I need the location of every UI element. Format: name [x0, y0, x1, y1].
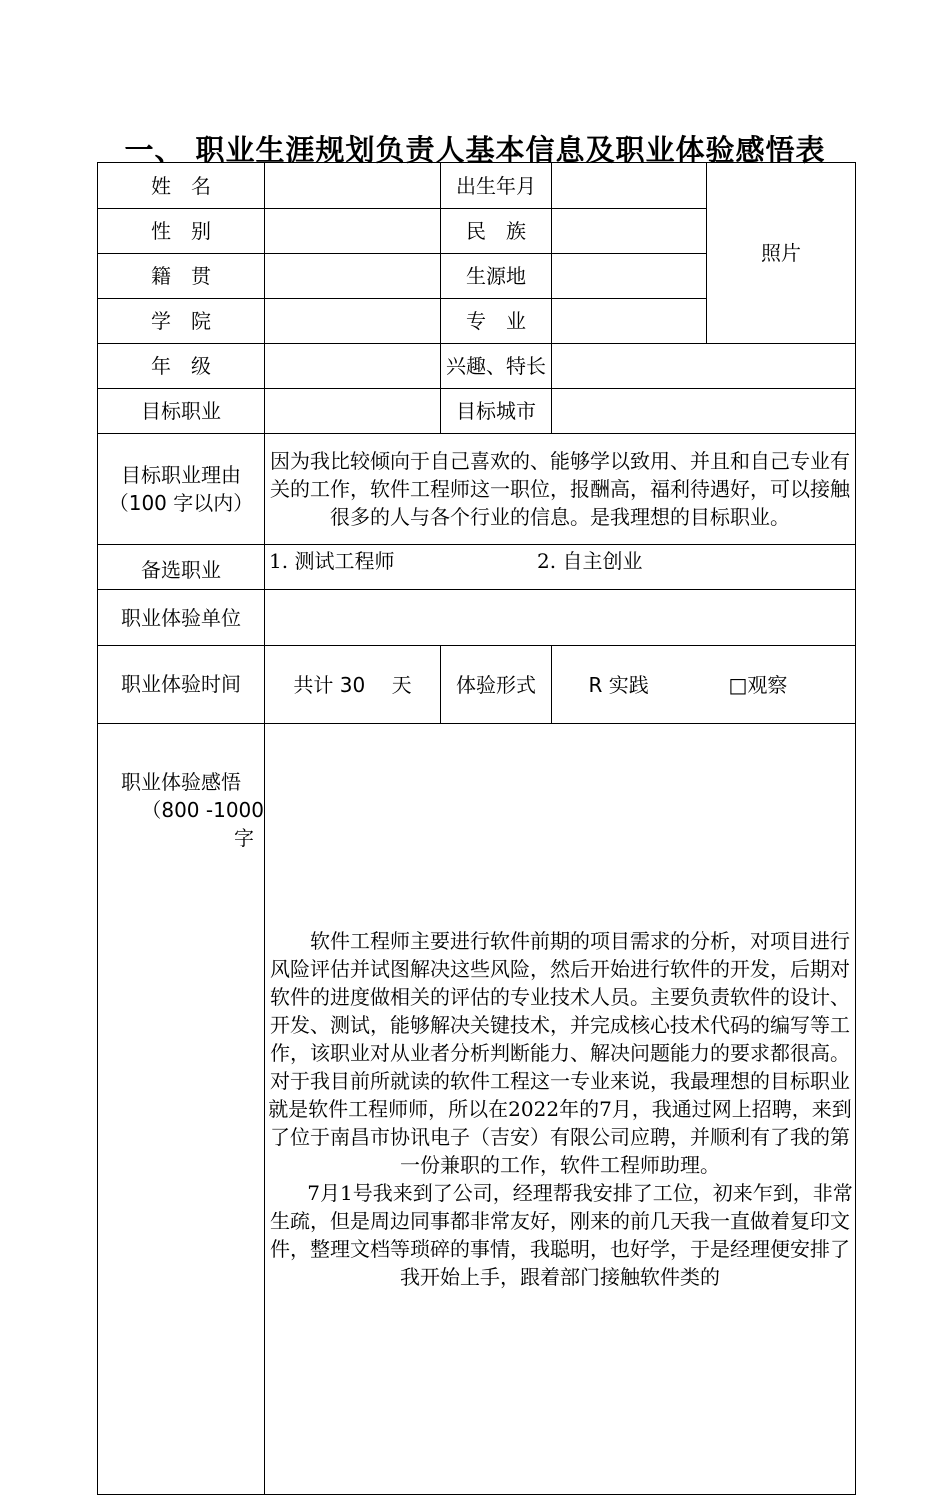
form-options — [552, 646, 856, 724]
label-time: 职业体验时间 — [98, 646, 265, 724]
hobby-field[interactable] — [552, 344, 856, 389]
label-alternative: 备选职业 — [98, 545, 265, 590]
label-grade: 年 级 — [98, 344, 265, 389]
feeling-paragraph-1: 软件工程师主要进行软件前期的项目需求的分析，对项目进行风险评估并试图解决这些风险，然后开始进行软件的开发，后期对软件的进度做相关的评估的专业技术人员。主要负责软件的设计、开发、测试，能够解决关键技术，并完成核心技术代码的编写等工作，该职业对从业者分析判断能力、解决问题能力的要求都很高。对于我目前所就读的软件工程这一专业来说，我最理想的目标职业就是软件工程师师，所以在2022年的7月，我通过网上招聘，来到了位于南昌市协讯电子（吉安）有限公司应聘，并顺利有了我的第一份兼职的工作，软件工程师助理。 — [268, 929, 852, 1177]
gender-field[interactable] — [265, 209, 441, 254]
label-hobby: 兴趣、特长 — [441, 344, 552, 389]
label-name: 姓 名 — [98, 163, 265, 209]
page-title: 一、 职业生涯规划负责人基本信息及职业体验感悟表 — [124, 133, 826, 167]
label-feeling-line2: （800 -1000 — [141, 798, 264, 822]
label-major: 专 业 — [441, 299, 552, 344]
label-target-city: 目标城市 — [441, 389, 552, 434]
row-target — [98, 389, 856, 434]
label-origin: 生源地 — [441, 254, 552, 299]
info-form-table — [97, 162, 856, 1495]
label-feeling — [98, 724, 265, 1495]
birth-field[interactable] — [552, 163, 707, 209]
ethnic-field[interactable] — [552, 209, 707, 254]
major-field[interactable] — [552, 299, 707, 344]
alternative-2: 2. 自主创业 — [537, 549, 643, 573]
name-field[interactable] — [265, 163, 441, 209]
label-form: 体验形式 — [441, 646, 552, 724]
feeling-text[interactable] — [265, 724, 856, 1495]
alternative-field[interactable] — [265, 545, 856, 590]
feeling-paragraph-2: 7月1号我来到了公司，经理帮我安排了工位，初来乍到，非常生疏，但是周边同事都非常友好，刚来的前几天我一直做着复印文件，整理文档等琐碎的事情，我聪明，也好学，于是经理便安排了我开始上手，跟着部门接触软件类的 — [270, 1181, 853, 1289]
row-grade — [98, 344, 856, 389]
option-observe[interactable]: □观察 — [728, 672, 788, 697]
row-unit — [98, 590, 856, 646]
label-reason-line1: 目标职业理由 — [121, 463, 241, 487]
label-target-job: 目标职业 — [98, 389, 265, 434]
label-ethnic: 民 族 — [441, 209, 552, 254]
duration-field[interactable]: 共计 30 天 — [265, 646, 441, 724]
label-feeling-line3: 字 — [234, 826, 254, 850]
reason-text[interactable]: 因为我比较倾向于自己喜欢的、能够学以致用、并且和自己专业有关的工作，软件工程师这一职位，报酬高，福利待遇好，可以接触很多的人与各个行业的信息。是我理想的目标职业。 — [265, 434, 856, 545]
native-field[interactable] — [265, 254, 441, 299]
row-name — [98, 163, 856, 209]
alternative-1: 1. 测试工程师 — [269, 549, 395, 573]
label-reason-line2: （100 字以内） — [108, 491, 254, 515]
row-time — [98, 646, 856, 724]
row-alternative — [98, 545, 856, 590]
target-city-field[interactable] — [552, 389, 856, 434]
grade-field[interactable] — [265, 344, 441, 389]
target-job-field[interactable] — [265, 389, 441, 434]
label-native: 籍 贯 — [98, 254, 265, 299]
row-reason — [98, 434, 856, 545]
label-reason — [98, 434, 265, 545]
row-feeling — [98, 724, 856, 1495]
college-field[interactable] — [265, 299, 441, 344]
label-feeling-line1: 职业体验感悟 — [121, 770, 241, 794]
label-college: 学 院 — [98, 299, 265, 344]
label-birth: 出生年月 — [441, 163, 552, 209]
label-unit: 职业体验单位 — [98, 590, 265, 646]
option-practice[interactable]: R 实践 — [588, 672, 649, 697]
photo-box[interactable]: 照片 — [707, 163, 856, 344]
unit-field[interactable] — [265, 590, 856, 646]
origin-field[interactable] — [552, 254, 707, 299]
label-gender: 性 别 — [98, 209, 265, 254]
